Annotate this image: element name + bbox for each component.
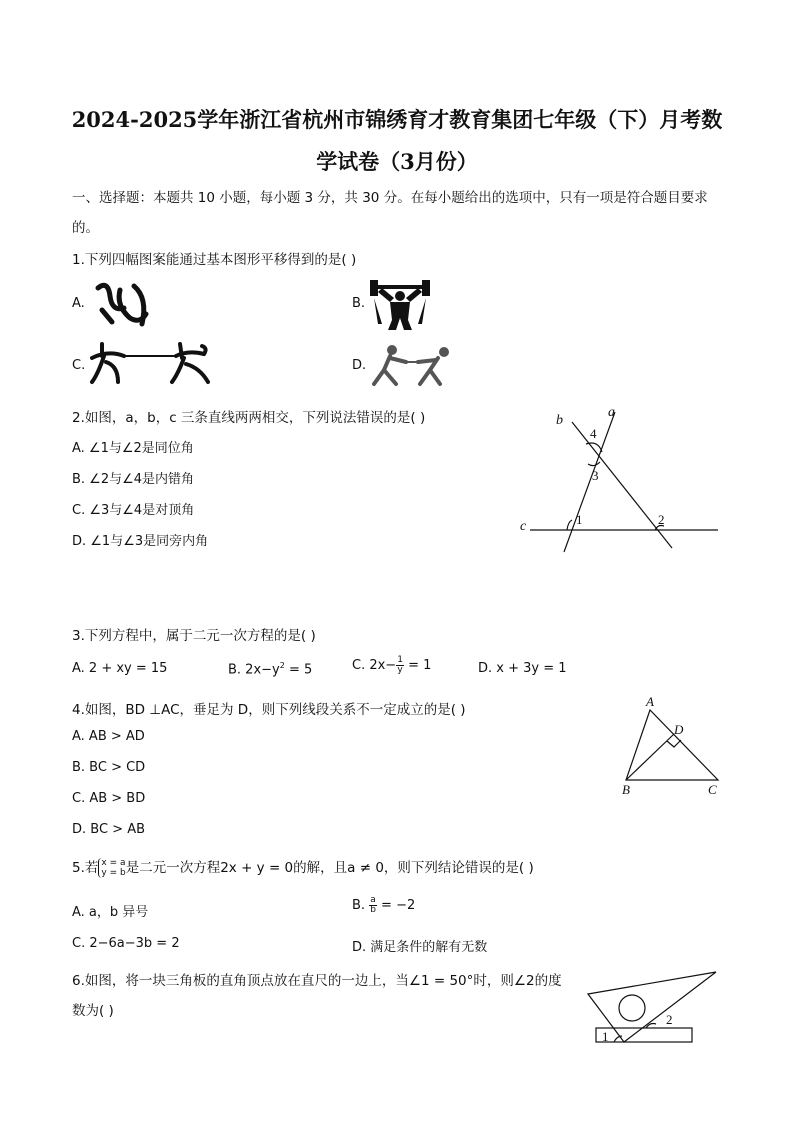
q1-pattern-a-image [90, 278, 160, 330]
q6-stem-line2: 数为( ) [72, 1003, 114, 1019]
q3-stem: 3.下列方程中，属于二元一次方程的是( ) [72, 628, 316, 644]
section-heading-line2: 的。 [72, 220, 99, 236]
set-square-hole [619, 995, 645, 1021]
label-angle-2: 2 [666, 1012, 673, 1027]
q4-option-d: D. BC > AB [72, 822, 146, 837]
label-angle-2: 2 [658, 512, 665, 527]
q3-option-a: A. 2 + xy = 15 [72, 661, 168, 676]
q1-option-c-label: C. [72, 358, 86, 373]
angle-1-arc [567, 520, 572, 530]
ruler [596, 1028, 692, 1042]
q3-option-c [352, 656, 431, 675]
q5-system [98, 858, 125, 878]
q5-system-line1: x = a [101, 858, 126, 868]
label-D: D [674, 722, 684, 737]
page-title-line1: 2024-2025学年浙江省杭州市锦绣育才教育集团七年级（下）月考数 [71, 107, 723, 132]
q5-stem-pre: 5.若 [72, 860, 99, 876]
label-B: B [622, 782, 630, 797]
q5-stem-post: 是二元一次方程2x + y = 0的解，且a ≠ 0，则下列结论错误的是( ) [125, 860, 534, 876]
label-angle-3: 3 [592, 468, 599, 483]
line-b [572, 422, 672, 548]
q5-option-c: C. 2−6a−3b = 2 [72, 936, 180, 951]
q2-lines-figure [510, 400, 730, 560]
q5-option-b-num: a [370, 895, 376, 905]
q3-option-d: D. x + 3y = 1 [478, 661, 567, 676]
section-heading-line1: 一、选择题：本题共 10 小题，每小题 3 分，共 30 分。在每小题给出的选项中，只有一项是符合题目要求 [72, 190, 708, 206]
q5-system-line2: y = b [101, 868, 126, 878]
q1-option-a-label: A. [72, 296, 85, 311]
q3-option-b [228, 661, 312, 677]
q5-option-b-post: = −2 [376, 898, 416, 913]
right-angle-mark [667, 740, 681, 747]
q2-option-d: D. ∠1与∠3是同旁内角 [72, 534, 209, 549]
q3-option-c-den: y [397, 665, 403, 675]
q2-option-c: C. ∠3与∠4是对顶角 [72, 503, 195, 518]
q1-stem: 1.下列四幅图案能通过基本图形平移得到的是( ) [72, 252, 357, 268]
label-A: A [646, 694, 654, 709]
q5-option-a: A. a，b 异号 [72, 905, 149, 920]
q3-option-c-post: = 1 [403, 658, 432, 673]
q1-pattern-d-image [370, 340, 454, 388]
q5-option-b-fraction [369, 896, 377, 915]
q1-pattern-b-image [368, 276, 432, 332]
q5-option-b-pre: B. [352, 898, 370, 913]
q4-stem: 4.如图，BD ⊥AC，垂足为 D，则下列线段关系不一定成立的是( ) [72, 702, 466, 718]
page-title-line2: 学试卷（3月份） [316, 149, 478, 174]
q2-option-a: A. ∠1与∠2是同位角 [72, 441, 194, 456]
q1-pattern-c-image [88, 338, 212, 388]
q3-option-c-pre: C. 2x− [352, 658, 397, 673]
label-C: C [708, 782, 717, 797]
q5-option-b [352, 896, 415, 915]
q4-option-c: C. AB > BD [72, 791, 146, 806]
q3-option-c-fraction [396, 656, 404, 675]
q1-option-b-label: B. [352, 296, 366, 311]
q6-stem-line1: 6.如图，将一块三角板的直角顶点放在直尺的一边上，当∠1 = 50°时，则∠2的度 [72, 973, 562, 989]
q1-option-d-label: D. [352, 358, 367, 373]
q6-ruler-triangle-figure [584, 964, 724, 1048]
q2-stem: 2.如图，a，b，c 三条直线两两相交，下列说法错误的是( ) [72, 410, 426, 426]
label-angle-1: 1 [602, 1029, 609, 1044]
q5-option-b-den: b [370, 905, 376, 915]
label-c: c [520, 519, 527, 534]
q4-triangle-figure [614, 694, 730, 804]
q5-option-d: D. 满足条件的解有无数 [352, 940, 488, 955]
label-angle-1: 1 [576, 512, 583, 527]
segment-bd [626, 734, 674, 780]
label-b: b [556, 413, 563, 428]
q3-option-b-sup: 2 [279, 661, 285, 670]
q2-option-b: B. ∠2与∠4是内错角 [72, 472, 195, 487]
label-angle-4: 4 [590, 426, 597, 441]
q3-option-b-post: = 5 [284, 662, 313, 678]
q3-option-b-pre: B. 2x−y [228, 662, 280, 678]
q5-stem [72, 856, 534, 878]
angle-3-arc [588, 462, 600, 466]
q4-option-a: A. AB > AD [72, 729, 145, 744]
label-a: a [608, 405, 615, 420]
q3-option-c-num: 1 [397, 655, 403, 665]
q4-option-b: B. BC > CD [72, 760, 146, 775]
